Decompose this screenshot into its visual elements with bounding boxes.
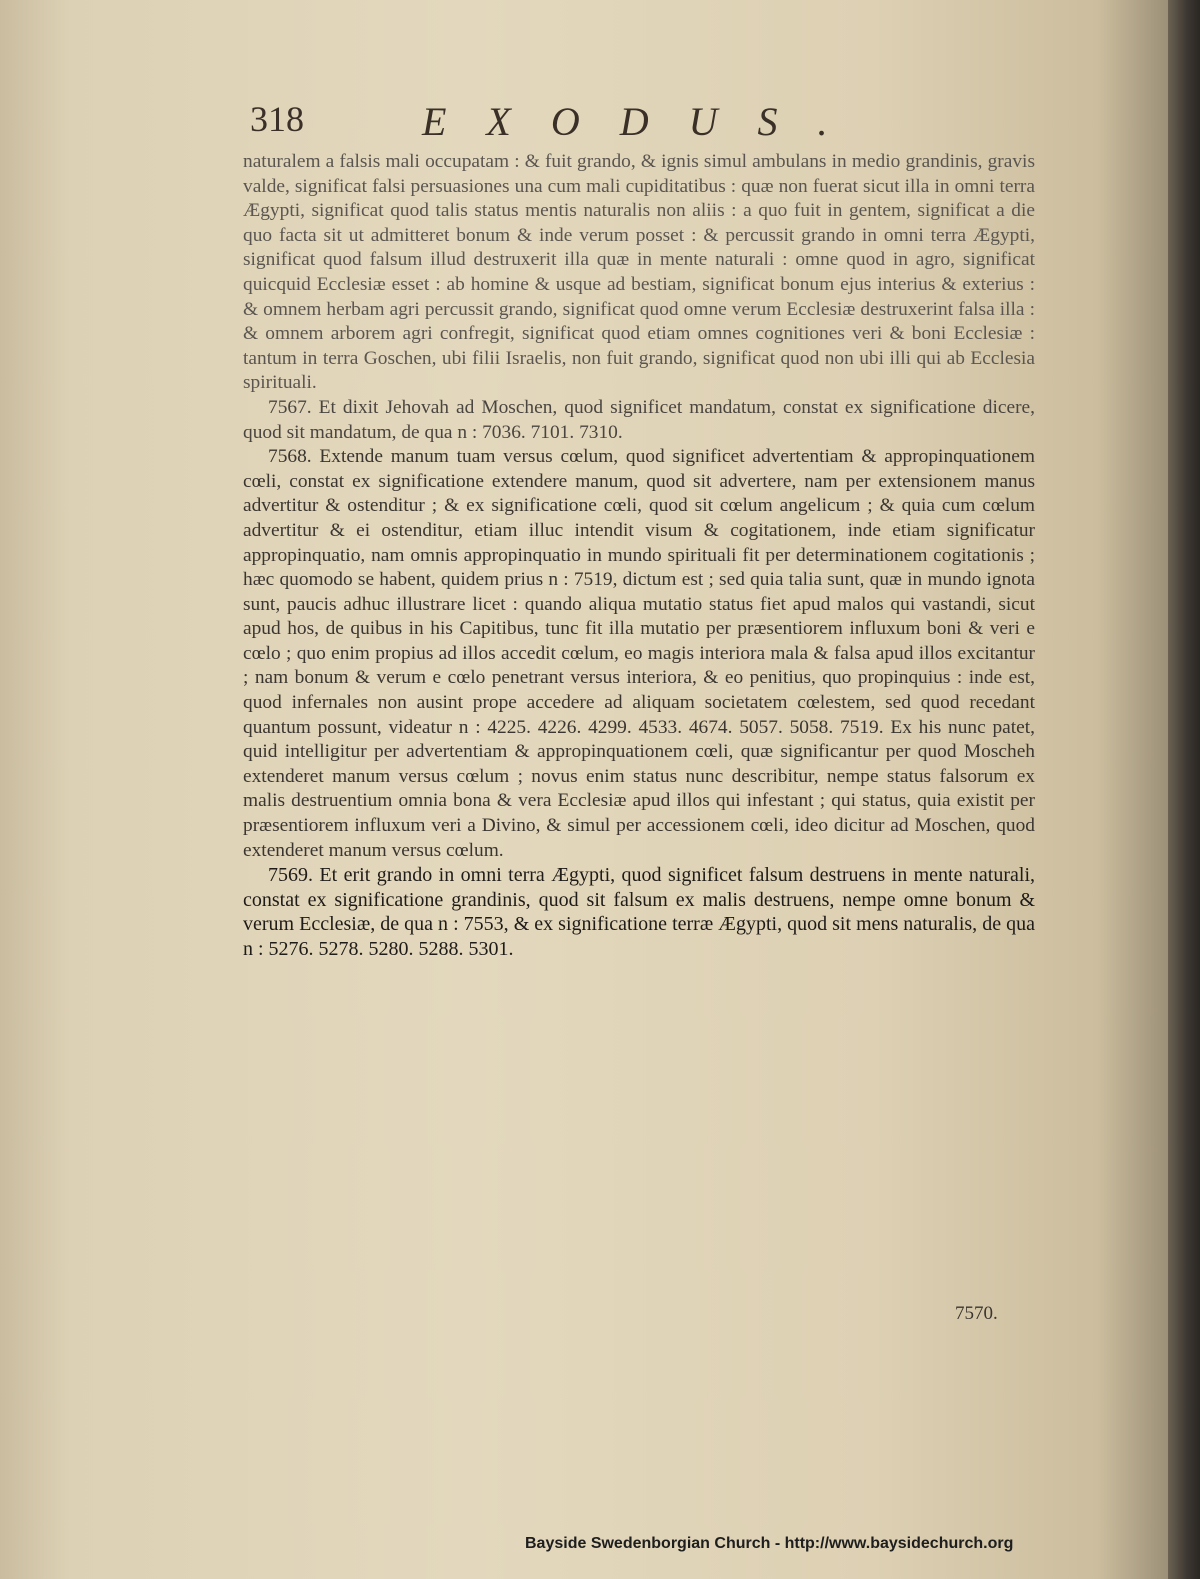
- watermark: Bayside Swedenborgian Church - http://www.baysidechurch.org: [525, 1535, 1014, 1552]
- catchword: 7570.: [955, 1303, 998, 1324]
- paragraph-7569: 7569. Et erit grando in omni terra Ægypti, quod significet falsum destruens in mente naturali, constat ex significatione grandinis, quod sit falsum ex malis destruens, nempe omne bonum & verum Ecclesiæ, de qua n : 7553, & ex significatione terræ Ægypti, quod sit mens naturalis, de qua n : 5276. 5278. 5280. 5288. 5301.: [243, 864, 1035, 960]
- page-number: 318: [250, 99, 304, 139]
- book-edge-shadow: [1168, 0, 1200, 1579]
- body-text: [243, 150, 1035, 962]
- book-title: EXODUS.: [422, 99, 868, 144]
- page-header: [250, 98, 1040, 148]
- paragraph-intro: naturalem a falsis mali occupatam : & fuit grando, & ignis simul ambulans in medio grandinis, gravis valde, significat falsi persuasiones una cum mali cupiditatibus : quæ non fuerat sicut illa in omni terra Ægypti, significat quod talis status mentis naturalis non aliis : a quo fuit in gentem, significat a die quo facta sit ut admitteret bonum & inde verum posset : & percussit grando in omni terra Ægypti, significat quod falsum illud destruxerit illa quæ in mente naturali : omne quod in agro, significat quicquid Ecclesiæ esset : ab homine & usque ad bestiam, significat bonum ejus interius & exterius : & omnem herbam agri percussit grando, significat quod omne verum Ecclesiæ destruxerint falsa illa : & omnem arborem agri confregit, significat quod etiam omnes cognitiones veri & boni Ecclesiæ : tantum in terra Goschen, ubi filii Israelis, non fuit grando, significat quod non ubi illi qui ab Ecclesia spirituali.: [243, 151, 1035, 394]
- paragraph-7567: 7567. Et dixit Jehovah ad Moschen, quod significet mandatum, constat ex significatione dicere, quod sit mandatum, de qua n : 7036. 7101. 7310.: [243, 396, 1035, 443]
- paragraph-7568: 7568. Extende manum tuam versus cœlum, quod significet advertentiam & appropinquationem cœli, constat ex significatione extendere manum, quod sit advertere, nam per extensionem manus advertitur & ostenditur ; & ex significatione cœli, quod sit cœlum angelicum ; & quia cum cœlum advertitur & ei ostenditur, etiam illuc intendit visum & cogitationem, inde etiam significatur appropinquatio, nam omnis appropinquatio in mundo spirituali fit per determinationem cogitationis ; hæc quomodo se habent, quidem prius n : 7519, dictum est ; sed quia talia sunt, quæ in mundo ignota sunt, paucis adhuc illustrare licet : quando aliqua mutatio status fiet apud malos qui vastandi, sicut apud hos, de quibus in his Capitibus, tunc fit illa mutatio per præsentiorem influxum boni & veri e cœlo ; quo enim propius ad illos accedit cœlum, eo magis interiora mala & falsa apud illos excitantur ; nam bonum & verum e cœlo penetrant versus interiora, & eo penitius, quo propinquius : inde est, quod infernales non ausint prope accedere ad aliquam societatem cœlestem, sed quod recedant quantum possunt, videatur n : 4225. 4226. 4299. 4533. 4674. 5057. 5058. 7519. Ex his nunc patet, quid intelligitur per advertentiam & appropinquationem cœli, quæ significantur per quod Moscheh extenderet manum versus cœlum ; novus enim status nunc describitur, nempe status falsorum ex malis destruentium omnia bona & vera Ecclesiæ apud illos qui infestant ; qui status, quia existit per præsentiorem influxum veri a Divino, & simul per accessionem cœli, ideo dicitur ad Moschen, quod extenderet manum versus cœlum.: [243, 446, 1035, 861]
